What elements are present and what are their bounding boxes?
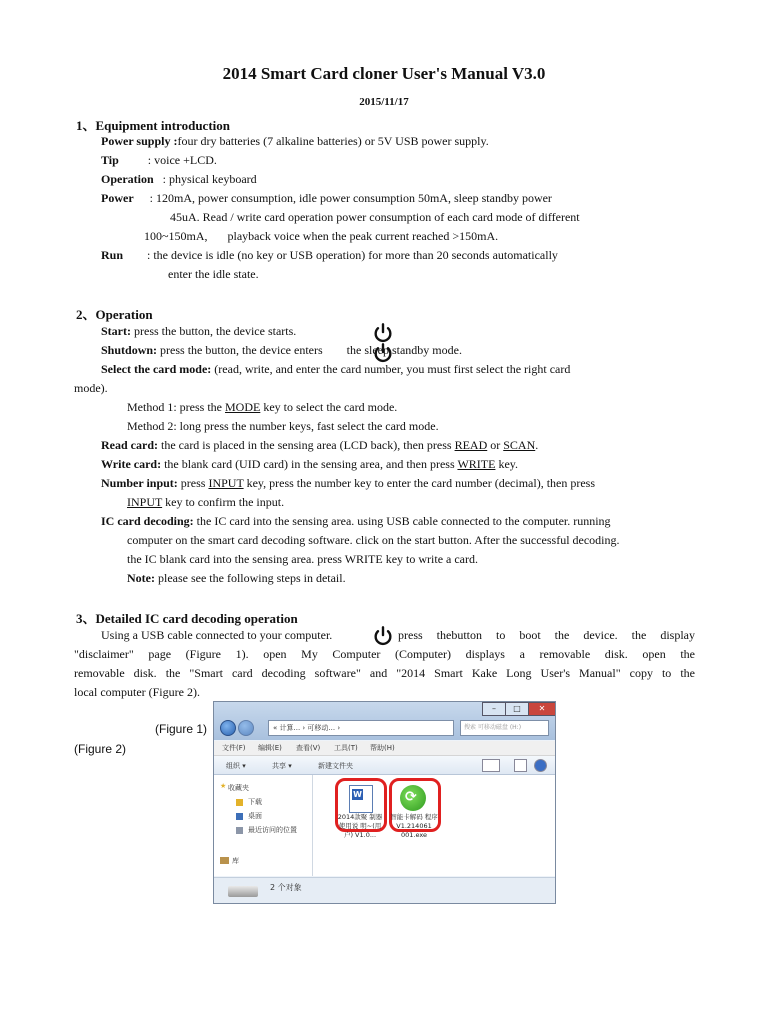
status-bar <box>214 877 555 904</box>
write-key: WRITE <box>457 457 496 471</box>
back-button-icon[interactable] <box>220 720 236 736</box>
view-icon[interactable] <box>482 759 500 772</box>
favorites-star-icon: ★ <box>220 782 227 790</box>
file-name-manual[interactable]: 2014款聚 制器使用说 明~(用 户) V1.0... <box>337 813 383 839</box>
select-mode-text: (read, write, and enter the card number, you must first select the right card <box>214 362 571 376</box>
power-supply-line <box>101 134 489 149</box>
input-key: INPUT <box>208 476 244 490</box>
method-1-text-b: key to select the card mode. <box>260 400 398 414</box>
explorer-title-bar <box>214 702 555 740</box>
shutdown-text-b: the sleep standby mode. <box>346 343 462 357</box>
power-text-1: : 120mA, power consumption, idle power consumption 50mA, sleep standby power <box>149 191 552 205</box>
nav-item-downloads[interactable]: 下载 <box>248 798 262 806</box>
menu-edit[interactable]: 编辑(E) <box>258 744 282 752</box>
ic-decoding-text-2: computer on the smart card decoding software. click on the start button. After the successful decoding. <box>127 533 620 547</box>
word-document-icon[interactable]: W <box>349 785 373 813</box>
select-mode-line <box>101 362 695 377</box>
nav-item-recent[interactable]: 最近访问的位置 <box>248 826 297 834</box>
tip-line <box>101 153 217 168</box>
minimize-icon[interactable]: – <box>482 702 506 716</box>
note-label: Note: <box>127 571 155 585</box>
ic-decoding-label: IC card decoding: <box>101 514 194 528</box>
read-card-label: Read card: <box>101 438 158 452</box>
mode-key: MODE <box>225 400 261 414</box>
write-card-label: Write card: <box>101 457 162 471</box>
page-title: 2014 Smart Card cloner User's Manual V3.0 <box>222 64 546 83</box>
note-text: please see the following steps in detail. <box>154 571 346 585</box>
power-icon <box>372 625 394 647</box>
power-line <box>101 191 552 206</box>
figure-2-label: (Figure 2) <box>74 742 127 756</box>
menu-file[interactable]: 文件(F) <box>222 744 246 752</box>
power-supply-text: four dry batteries (7 alkaline batteries) or 5V USB power supply. <box>177 134 489 148</box>
read-card-text: the card is placed in the sensing area (LCD back), then press <box>158 438 455 452</box>
forward-button-icon[interactable] <box>238 720 254 736</box>
number-input-text-b: key, press the number key to enter the card number (decimal), then press <box>243 476 596 490</box>
method-2-text: Method 2: long press the number keys, fast select the card mode. <box>127 419 439 433</box>
operation-text: : physical keyboard <box>162 172 257 186</box>
start-label: Start: <box>101 324 131 338</box>
power-label: Power <box>101 191 134 205</box>
start-line <box>101 324 296 339</box>
select-mode-label: Select the card mode: <box>101 362 212 376</box>
power-supply-label: Power supply : <box>101 134 178 148</box>
search-input[interactable]: 搜索 可移动磁盘 (H:) <box>460 720 549 736</box>
tip-label: Tip <box>101 153 119 167</box>
section-3-heading: 3、Detailed IC card decoding operation <box>76 611 298 626</box>
nav-item-favorites[interactable]: 收藏夹 <box>228 784 249 792</box>
figure-1-label: (Figure 1) <box>155 722 208 736</box>
new-folder-button[interactable]: 新建文件夹 <box>318 762 353 770</box>
shutdown-line <box>101 343 462 358</box>
run-label: Run <box>101 248 124 262</box>
write-card-text-b: key. <box>495 457 518 471</box>
run-text-1: : the device is idle (no key or USB operation) for more than 20 seconds automatically <box>147 248 558 262</box>
explorer-toolbar <box>214 756 555 775</box>
decoding-text-3: removable disk. the "Smart card decoding software" and "2014 Smart Kake Long User's Manual" copy to the <box>74 666 695 680</box>
navigation-pane <box>214 775 313 876</box>
number-input-line <box>101 476 595 491</box>
decoding-text-1a: Using a USB cable connected to your computer. <box>101 628 333 642</box>
shutdown-text-a: press the button, the device enters <box>160 343 323 357</box>
decoding-text-4: local computer (Figure 2). <box>74 685 200 699</box>
operation-line <box>101 172 257 187</box>
menu-tools[interactable]: 工具(T) <box>334 744 358 752</box>
explorer-menu-bar <box>214 741 555 756</box>
decoding-text-2: "disclaimer" page (Figure 1). open My Computer (Computer) displays a removable disk. open the <box>74 647 695 661</box>
note-line <box>127 571 346 586</box>
number-input-text-a: press <box>177 476 209 490</box>
document-date: 2015/11/17 <box>359 96 409 108</box>
operation-label: Operation <box>101 172 154 186</box>
section-2-heading: 2、Operation <box>76 307 153 322</box>
maximize-icon[interactable]: □ <box>505 702 529 716</box>
file-name-software[interactable]: 智能卡解码 程序 V1.214061 001.exe <box>390 813 438 839</box>
power-icon <box>372 342 394 364</box>
power-text-2: 45uA. Read / write card operation power consumption of each card mode of different <box>170 210 580 224</box>
file-list-area <box>313 775 555 876</box>
number-input-label: Number input: <box>101 476 178 490</box>
ic-decoding-text-3: the IC blank card into the sensing area. press WRITE key to write a card. <box>127 552 478 566</box>
menu-help[interactable]: 帮助(H) <box>370 744 395 752</box>
power-text-3b: playback voice when the peak current reached >150mA. <box>227 229 499 243</box>
explorer-window-figure <box>213 701 556 904</box>
organize-button[interactable]: 组织 ▾ <box>226 762 246 770</box>
nav-item-library[interactable]: 库 <box>232 857 239 865</box>
run-text-2: enter the idle state. <box>168 267 259 281</box>
read-card-line <box>101 438 538 453</box>
removable-disk-icon <box>228 886 258 897</box>
section-1-heading: 1、Equipment introduction <box>76 118 230 133</box>
ic-decoding-text-1: the IC card into the sensing area. using USB cable connected to the computer. running <box>193 514 611 528</box>
read-end-text: . <box>535 438 539 452</box>
tip-text: : voice +LCD. <box>147 153 217 167</box>
desktop-icon <box>236 813 243 820</box>
number-input-line-2 <box>127 495 284 510</box>
power-line-3 <box>144 229 498 244</box>
run-line <box>101 248 558 263</box>
library-icon <box>220 857 229 864</box>
menu-view[interactable]: 查看(V) <box>296 744 321 752</box>
select-mode-text-2: mode). <box>74 381 108 395</box>
nav-item-desktop[interactable]: 桌面 <box>248 812 262 820</box>
scan-key: SCAN <box>503 438 536 452</box>
help-icon[interactable] <box>534 759 547 772</box>
read-or-text: or <box>487 438 504 452</box>
shutdown-label: Shutdown: <box>101 343 158 357</box>
method-1-text-a: Method 1: press the <box>127 400 225 414</box>
power-icon <box>372 322 394 344</box>
power-text-3a: 100~150mA, <box>144 229 208 243</box>
address-bar[interactable]: « 计算... › 可移动... › <box>268 720 454 736</box>
method-1-line <box>127 400 397 415</box>
write-card-line <box>101 457 518 472</box>
share-button[interactable]: 共享 ▾ <box>272 762 292 770</box>
read-key: READ <box>454 438 488 452</box>
decoding-software-icon[interactable]: ⟳ <box>400 785 426 811</box>
decoding-text-1b: press thebutton to boot the device. the display <box>398 628 695 642</box>
preview-pane-icon[interactable] <box>514 759 527 772</box>
write-card-text: the blank card (UID card) in the sensing area, and then press <box>161 457 458 471</box>
input-key-2: INPUT <box>127 495 163 509</box>
ic-decoding-line <box>101 514 611 529</box>
item-count: 2 个对象 <box>270 883 302 892</box>
start-text: press the button, the device starts. <box>134 324 297 338</box>
number-input-text-c: key to confirm the input. <box>162 495 285 509</box>
recent-places-icon <box>236 827 243 834</box>
download-folder-icon <box>236 799 243 806</box>
close-icon[interactable]: ✕ <box>528 702 556 716</box>
